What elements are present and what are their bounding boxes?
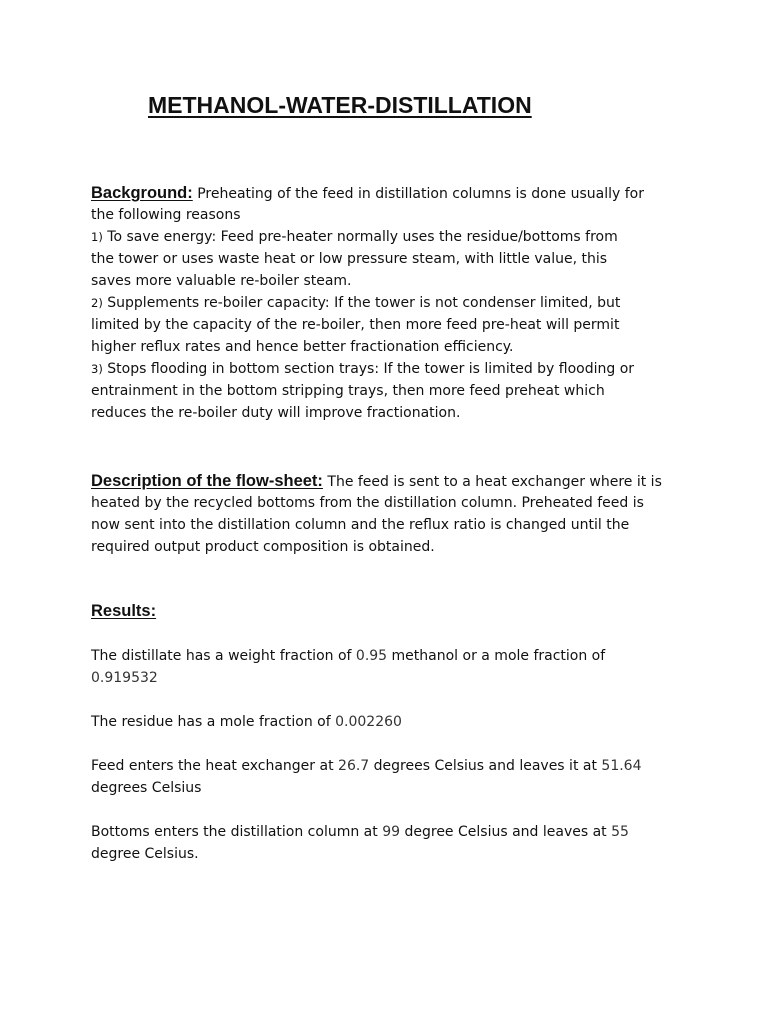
reason-item-1 [91,226,711,248]
bottoms-outlet-temperature: 55 [611,824,629,840]
reason-1-line-3: saves more valuable re-boiler steam. [91,273,352,289]
distillate-mole-fraction: 0.919532 [91,670,158,686]
result-feed [91,755,711,799]
reason-3-line-2: entrainment in the bottom stripping trays, then more feed preheat which [91,383,605,399]
background-text-1: Preheating of the feed in distillation columns is done usually for [197,186,644,202]
reason-number-2: 2) [91,296,103,310]
description-text-3: now sent into the distillation column and the reflux ratio is changed until the [91,517,630,533]
background-heading: Background: [91,184,193,202]
description-text-1: The feed is sent to a heat exchanger where it is [327,474,662,490]
background-text-2: the following reasons [91,207,241,223]
reason-number-1: 1) [91,230,103,244]
background-line-1 [91,182,711,204]
results-heading: Results: [91,602,157,620]
reason-2-line-2: limited by the capacity of the re-boiler, then more feed pre-heat will permit [91,317,620,333]
reason-2-line-3: higher reflux rates and hence better fractionation efficiency. [91,339,514,355]
reason-item-2 [91,292,711,314]
bottoms-text-1: Bottoms enters the distillation column at [91,824,383,840]
description-heading: Description of the flow-sheet: [91,472,323,490]
bottoms-text-2: degree Celsius and leaves at [400,824,612,840]
feed-line-1 [91,755,711,777]
result-residue [91,711,711,733]
feed-text-3: degrees Celsius [91,780,202,796]
feed-outlet-temperature: 51.64 [601,758,642,774]
background-section [91,182,711,424]
residue-mole-fraction: 0.002260 [335,714,402,730]
result-bottoms [91,821,711,865]
reason-number-3: 3) [91,362,103,376]
residue-line-1 [91,711,711,733]
reason-item-3 [91,358,711,380]
reason-1-line-1: To save energy: Feed pre-heater normally uses the residue/bottoms from [107,229,618,245]
description-section [91,470,711,558]
reason-1-line-2: the tower or uses waste heat or low pressure steam, with little value, this [91,251,608,267]
bottoms-inlet-temperature: 99 [382,824,401,840]
feed-text-2: degrees Celsius and leaves it at [369,758,602,774]
residue-text-1: The residue has a mole fraction of [91,714,336,730]
description-text-2: heated by the recycled bottoms from the distillation column. Preheated feed is [91,495,644,511]
bottoms-line-1 [91,821,711,843]
description-line-1 [91,470,711,492]
distillate-text-2: methanol or a mole fraction of [387,648,606,664]
feed-text-1: Feed enters the heat exchanger at [91,758,339,774]
distillate-weight-fraction: 0.95 [355,648,388,664]
reason-2-line-1: Supplements re-boiler capacity: If the tower is not condenser limited, but [107,295,621,311]
reason-3-line-1: Stops flooding in bottom section trays: If the tower is limited by flooding or [107,361,635,377]
distillate-text-1: The distillate has a weight fraction of [91,648,356,664]
description-text-4: required output product composition is obtained. [91,539,435,555]
reason-3-line-3: reduces the re-boiler duty will improve fractionation. [91,405,461,421]
result-distillate [91,645,711,689]
distillate-line-1 [91,645,711,667]
feed-inlet-temperature: 26.7 [338,758,370,774]
bottoms-text-3: degree Celsius. [91,846,199,862]
document-title: METHANOL-WATER-DISTILLATION [148,92,532,118]
